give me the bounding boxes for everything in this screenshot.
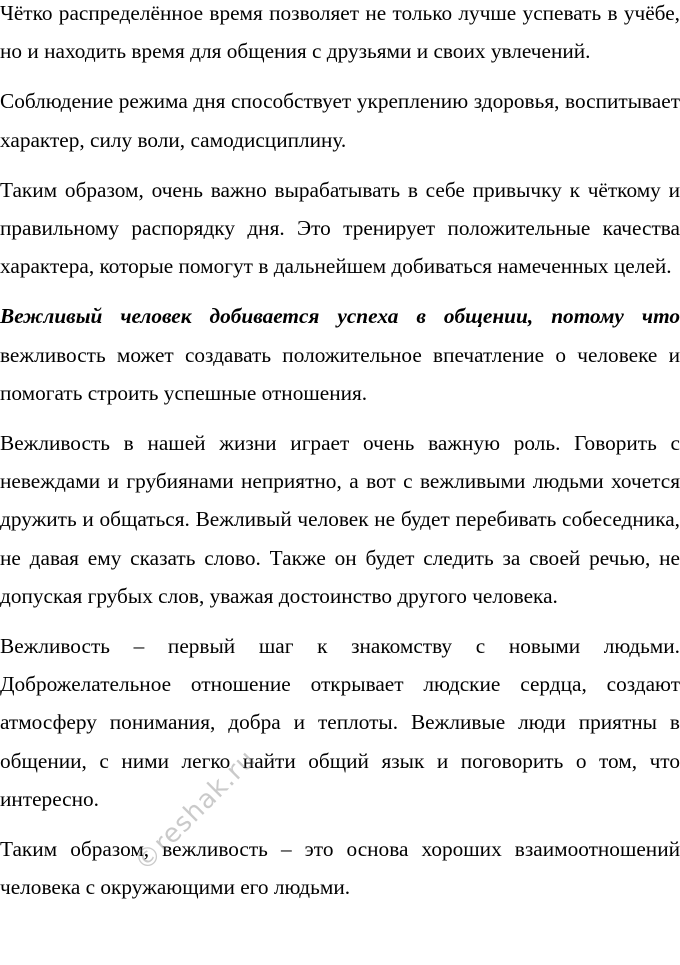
paragraph-1 bbox=[0, 0, 680, 70]
paragraph-text: Соблюдение режима дня способствует укреплению здоровья, воспитывает характер, силу воли, самодисциплину. bbox=[0, 89, 680, 152]
watermark-text: ©reshak.ru bbox=[128, 744, 263, 878]
paragraph-3 bbox=[0, 171, 680, 286]
paragraph-text: Таким образом, вежливость – это основа хороших взаимоотношений человека с окружающими его людьми. bbox=[0, 837, 680, 900]
paragraph-5 bbox=[0, 424, 680, 615]
paragraph-text: Таким образом, очень важно вырабатывать в себе привычку к чёткому и правильному распорядку дня. Это тренирует положительные качества характера, которые помогут в дальнейшем добиваться намеченных целей. bbox=[0, 177, 680, 279]
paragraph-text: вежливость может создавать положительное впечатление о человеке и помогать строить успешные отношения. bbox=[0, 342, 680, 405]
paragraph-lead-emphasis: Вежливый человек добивается успеха в общении, потому что bbox=[0, 304, 680, 329]
paragraph-7 bbox=[0, 830, 680, 906]
paragraph-6 bbox=[0, 627, 680, 818]
paragraph-text: Вежливость в нашей жизни играет очень важную роль. Говорить с невеждами и грубиянами неприятно, а вот с вежливыми людьми хочется дружить и общаться. Вежливый человек не будет перебивать собеседника, не давая ему сказать слово. Также он будет следить за своей речью, не допуская грубых слов, уважая достоинство другого человека. bbox=[0, 431, 680, 608]
paragraph-2 bbox=[0, 82, 680, 158]
paragraph-text: Чётко распределённое время позволяет не только лучше успевать в учёбе, но и находить время для общения с друзьями и своих увлечений. bbox=[0, 1, 680, 64]
paragraph-text: Вежливость – первый шаг к знакомству с новыми людьми. Доброжелательное отношение открывает людские сердца, создают атмосферу понимания, добра и теплоты. Вежливые люди приятны в общении, с ними легко найти общий язык и поговорить о том, что интересно. bbox=[0, 634, 680, 811]
paragraph-4 bbox=[0, 297, 680, 412]
